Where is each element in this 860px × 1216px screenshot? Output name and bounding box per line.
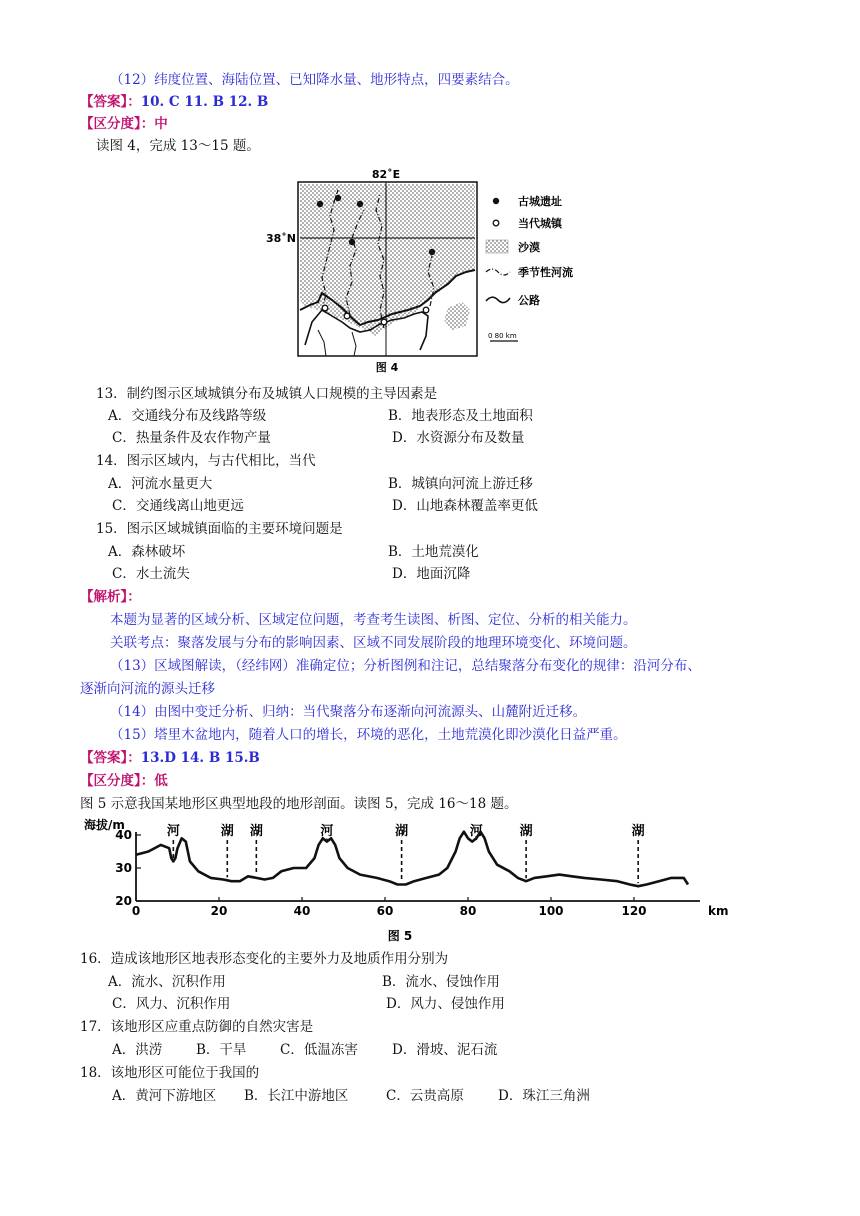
x-tick-label: 100 — [538, 904, 564, 918]
river-marker-label: 河 — [166, 824, 180, 839]
question-13-stem: 13．制约图示区域城镇分布及城镇人口规模的主导因素是 — [96, 386, 438, 402]
lake-marker-label: 湖 — [395, 824, 409, 839]
legend-modern-town-icon — [493, 220, 499, 226]
analysis-p3a: （13）区域图解读，（经纬网）准确定位；分析图例和注记，总结聚落分布变化的规律：沿河分布、 — [110, 658, 701, 674]
question-16-stem: 16．造成该地形区地表形态变化的主要外力及地质作用分别为 — [80, 951, 449, 967]
q18-option-b: B．长江中游地区 — [244, 1088, 349, 1104]
difficulty-value: 中 — [154, 116, 168, 132]
q18-option-a: A．黄河下游地区 — [112, 1088, 217, 1104]
x-tick-label: 0 — [131, 904, 141, 918]
figure-5-profile — [0, 814, 860, 944]
analysis-tag: 【解析】： — [80, 589, 141, 605]
modern-town — [423, 307, 429, 313]
longitude-label: 82˚E — [371, 168, 401, 181]
q17-option-d: D．滑坡、泥石流 — [392, 1042, 498, 1058]
q17-option-c: C．低温冻害 — [280, 1042, 358, 1058]
analysis-p4: （14）由图中变迁分析、归纳：当代聚落分布逐渐向河流源头、山麓附近迁移。 — [110, 704, 587, 720]
x-tick-label: 20 — [210, 904, 228, 918]
legend-seasonal-river: 季节性河流 — [518, 266, 573, 279]
ancient-city-site — [429, 249, 435, 255]
x-tick-label: 40 — [293, 904, 311, 918]
figure-4-map — [0, 160, 860, 380]
legend-ancient-city-icon — [493, 198, 499, 204]
terrain-profile-line — [136, 832, 688, 887]
lake-marker-label: 湖 — [220, 824, 234, 839]
analysis-p2: 关联考点：聚落发展与分布的影响因素、区域不同发展阶段的地理环境变化、环境问题。 — [110, 635, 637, 651]
lake-marker-label: 湖 — [249, 824, 263, 839]
ancient-city-site — [357, 201, 363, 207]
q15-option-c: C．水土流失 — [112, 566, 190, 582]
q13-option-b: B．地表形态及土地面积 — [388, 408, 533, 424]
latitude-label: 38˚N — [265, 232, 296, 245]
profile-x-unit: km — [708, 904, 729, 918]
answer-line-2 — [80, 748, 260, 768]
question-18-stem: 18．该地形区可能位于我国的 — [80, 1065, 260, 1081]
legend-desert: 沙漠 — [518, 241, 540, 254]
analysis-p5: （15）塔里木盆地内，随着人口的增长，环境的恶化，土地荒漠化即沙漠化日益严重。 — [110, 727, 627, 743]
q15-option-d: D．地面沉降 — [392, 566, 471, 582]
legend-desert-icon — [486, 240, 508, 253]
q14-option-c: C．交通线离山地更远 — [112, 498, 244, 514]
difficulty-value: 低 — [154, 773, 168, 789]
question-15-stem: 15．图示区域城镇面临的主要环境问题是 — [96, 521, 343, 537]
answer-value: 13.D 14. B 15.B — [140, 750, 260, 766]
analysis-p3b: 逐渐向河流的源头迁移 — [80, 681, 215, 697]
ancient-city-site — [317, 201, 323, 207]
y-tick-label: 30 — [115, 861, 132, 875]
q18-option-d: D．珠江三角洲 — [498, 1088, 590, 1104]
question-14-stem: 14．图示区域内，与古代相比，当代 — [96, 453, 316, 469]
ancient-city-site — [335, 195, 341, 201]
answer-line-1 — [80, 92, 268, 112]
lake-marker-label: 湖 — [631, 824, 645, 839]
x-tick-label: 80 — [459, 904, 477, 918]
q18-option-c: C．云贵高原 — [386, 1088, 464, 1104]
q14-option-d: D．山地森林覆盖率更低 — [392, 498, 538, 514]
q17-option-b: B．干旱 — [196, 1042, 247, 1058]
difficulty-line-2 — [80, 771, 168, 791]
legend-road: 公路 — [518, 294, 540, 307]
profile-y-label: 海拔/m — [84, 818, 125, 832]
lake-marker-label: 湖 — [519, 824, 533, 839]
q16-option-c: C．风力、沉积作用 — [112, 996, 231, 1012]
q13-option-a: A．交通线分布及线路等级 — [108, 408, 267, 424]
q17-option-a: A．洪涝 — [112, 1042, 163, 1058]
scale-label: 0 80 km — [488, 332, 517, 340]
modern-town — [344, 313, 350, 319]
intro-figure-4: 读图 4，完成 13～15 题。 — [96, 138, 260, 154]
difficulty-line-1 — [80, 114, 168, 134]
legend-road-icon — [486, 297, 510, 302]
river-marker-label: 河 — [469, 824, 483, 839]
q13-option-d: D．水资源分布及数量 — [392, 430, 525, 446]
intro-figure-5: 图 5 示意我国某地形区典型地段的地形剖面。读图 5，完成 16～18 题。 — [80, 796, 518, 812]
q16-option-b: B．流水、侵蚀作用 — [382, 974, 500, 990]
figure-5-caption: 图 5 — [387, 929, 413, 943]
q16-option-a: A．流水、沉积作用 — [108, 974, 226, 990]
q16-option-d: D．风力、侵蚀作用 — [386, 996, 505, 1012]
answer-tag: 【答案】： — [80, 94, 141, 110]
analysis-line-12: （12）纬度位置、海陆位置、已知降水量、地形特点，四要素结合。 — [110, 72, 519, 88]
x-tick-label: 120 — [621, 904, 647, 918]
legend-seasonal-river-icon — [486, 269, 510, 275]
y-tick-label: 20 — [115, 894, 132, 908]
difficulty-tag: 【区分度】： — [80, 116, 155, 132]
modern-town — [322, 305, 328, 311]
y-tick-label: 40 — [115, 828, 132, 842]
answer-tag: 【答案】： — [80, 750, 141, 766]
question-17-stem: 17．该地形区应重点防御的自然灾害是 — [80, 1019, 314, 1035]
figure-4-caption: 图 4 — [375, 361, 399, 374]
river-marker-label: 河 — [320, 824, 334, 839]
ancient-city-site — [349, 239, 355, 245]
answer-value: 10. C 11. B 12. B — [140, 94, 269, 110]
q15-option-b: B．土地荒漠化 — [388, 544, 479, 560]
q14-option-b: B．城镇向河流上游迁移 — [388, 476, 533, 492]
x-tick-label: 60 — [376, 904, 394, 918]
legend-ancient-city: 古城遗址 — [518, 195, 562, 208]
modern-town — [381, 319, 387, 325]
q14-option-a: A．河流水量更大 — [108, 476, 213, 492]
q13-option-c: C．热量条件及农作物产量 — [112, 430, 271, 446]
legend-modern-town: 当代城镇 — [518, 217, 562, 230]
analysis-p1: 本题为显著的区域分析、区域定位问题，考查考生读图、析图、定位、分析的相关能力。 — [110, 612, 637, 628]
difficulty-tag: 【区分度】： — [80, 773, 155, 789]
q15-option-a: A．森林破坏 — [108, 544, 186, 560]
